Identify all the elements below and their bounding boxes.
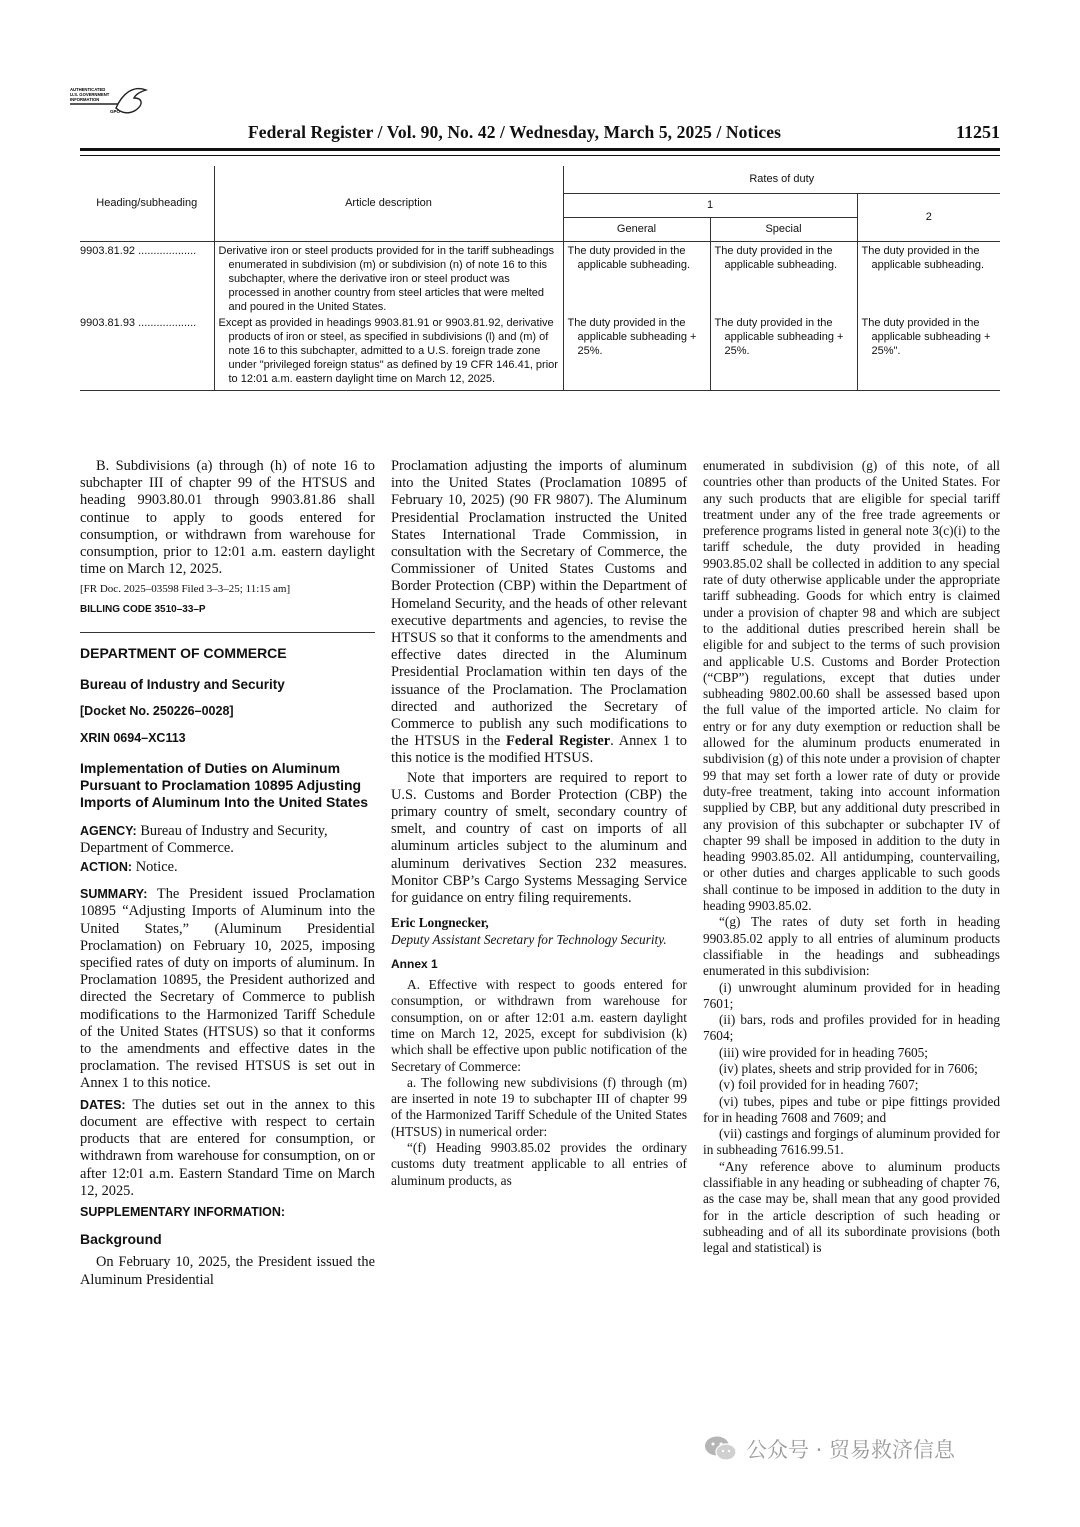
federal-register-ref: Federal Register: [506, 733, 611, 750]
cell-special: The duty provided in the applicable subheading.: [710, 241, 857, 314]
th-special: Special: [710, 217, 857, 241]
agency-text: Bureau of Industry and Security, Department of Commerce.: [80, 822, 328, 856]
th-rates: Rates of duty: [563, 166, 1000, 193]
col2-paragraph-1b: . Annex 1 to this notice is the modified HTSUS.: [391, 733, 688, 767]
supplementary-label: SUPPLEMENTARY INFORMATION:: [80, 1204, 286, 1219]
signer-title: Deputy Assistant Secretary for Technology Security.: [391, 931, 667, 947]
page-number: 11251: [955, 122, 1000, 142]
cell-desc: Derivative iron or steel products provided for in the tariff subheadings enumerated in subdivision (m) or subdivision (n) of note 16 to this subchapter, where the derivative iron or steel product was processed in another country from steel articles that were melted and poured in the United States.: [214, 241, 563, 314]
wechat-watermark: [704, 1434, 955, 1464]
list-item: (iv) plates, sheets and strip provided for in 7606;: [719, 1060, 978, 1076]
watermark-text: 公众号 · 贸易救济信息: [746, 1438, 956, 1462]
agency-label: AGENCY:: [80, 823, 137, 838]
bureau-heading: Bureau of Industry and Security: [80, 677, 285, 693]
th-heading: Heading/subheading: [80, 166, 214, 241]
background-paragraph: On February 10, 2025, the President issued the Aluminum Presidential: [80, 1254, 375, 1288]
cell-col2: The duty provided in the applicable subheading.: [857, 241, 1000, 314]
dates-text: The duties set out in the annex to this document are effective with respect to certain products that are entered for consumption, or withdrawn from warehouse for consumption, on or after 12:01 a.m. Eastern Standard Time on March 12, 2025.: [80, 1096, 375, 1199]
table-row: [80, 241, 1000, 314]
tariff-table: [80, 166, 1000, 391]
th-article: Article description: [214, 166, 563, 241]
column-2: [391, 458, 687, 1189]
list-item: (vi) tubes, pipes and tube or pipe fittings provided for in heading 7608 and 7609; and: [703, 1093, 1000, 1125]
annex-paragraph-a-a: a. The following new subdivisions (f) through (m) are inserted in note 19 to subchapter III of chapter 99 of the Harmonized Tariff Schedule of the United States (HTSUS) in numerical order:: [391, 1074, 687, 1139]
header-citation: Federal Register / Vol. 90, No. 42 / Wednesday, March 5, 2025 / Notices: [248, 122, 782, 142]
docket-number: [Docket No. 250226–0028]: [80, 704, 234, 719]
col3-paragraph-g: “(g) The rates of duty set forth in heading 9903.85.02 apply to all entries of aluminum products classifiable in the headings and subheadings enumerated in this subdivision:: [703, 914, 1000, 979]
header-rule-thick: [80, 148, 1000, 151]
action-label: ACTION:: [80, 860, 133, 875]
wechat-icon: [704, 1435, 738, 1463]
logo-line-4: GPO: [110, 109, 121, 114]
column-1: [80, 458, 375, 1289]
list-item: (ii) bars, rods and profiles provided for in heading 7604;: [703, 1012, 1000, 1044]
list-item: (vii) castings and forgings of aluminum provided for in subheading 7616.99.51.: [703, 1126, 1000, 1158]
xrin-number: XRIN 0694–XC113: [80, 731, 186, 746]
logo-line-2: U.S. GOVERNMENT: [70, 92, 110, 97]
list-item: (v) foil provided for in heading 7607;: [719, 1077, 919, 1093]
logo-line-1: AUTHENTICATED: [70, 87, 106, 92]
cell-desc: Except as provided in headings 9903.81.91 or 9903.81.92, derivative products of iron or steel, as specified in subdivisions (l) and (m) of note 16 to this subchapter, admitted to a U.S. foreign trade zone under "privileged foreign status" as defined by 19 CFR 146.41, prior to 12:01 a.m. eastern daylight time on March 12, 2025.: [214, 314, 563, 391]
cell-special: The duty provided in the applicable subheading + 25%.: [710, 314, 857, 391]
cell-general: The duty provided in the applicable subheading + 25%.: [563, 314, 710, 391]
summary-label: SUMMARY:: [80, 887, 148, 902]
th-col2: 2: [857, 193, 1000, 241]
fr-doc-line: [FR Doc. 2025–03598 Filed 3–3–25; 11:15 am]: [80, 583, 291, 596]
cell-heading: 9903.81.93 ...................: [80, 314, 214, 391]
section-divider: [80, 632, 375, 633]
table-row: [80, 314, 1000, 391]
col3-paragraph-last: “Any reference above to aluminum products classifiable in any heading or subheading of chapter 76, as the case may be, shall mean that any good provided for in the article description of such heading or subheading and of all its subordinate provisions (both legal and statistical) is: [703, 1158, 1000, 1256]
signer-name: Eric Longnecker,: [391, 915, 489, 931]
annex-heading: Annex 1: [391, 956, 438, 971]
th-general: General: [563, 217, 710, 241]
annex-paragraph-f: “(f) Heading 9903.85.02 provides the ordinary customs duty treatment applicable to all entries of aluminum products, as: [391, 1140, 687, 1188]
col2-paragraph-2: Note that importers are required to report to U.S. Customs and Border Protection (CBP) the primary country of smelt, secondary country of smelt, and country of cast on imports of all aluminum articles subject to the aluminum and aluminum derivatives Section 232 measures. Monitor CBP’s Cargo Systems Messaging Service for guidance on entry filing requirements.: [391, 769, 687, 907]
th-col1: 1: [563, 193, 857, 217]
billing-code: BILLING CODE 3510–33–P: [80, 603, 206, 615]
dates-label: DATES:: [80, 1097, 126, 1112]
cell-heading: 9903.81.92 ...................: [80, 244, 197, 257]
logo-line-3: INFORMATION: [70, 97, 100, 102]
background-heading: Background: [80, 1231, 162, 1248]
gpo-authentication-logo: [70, 84, 150, 120]
department-heading: DEPARTMENT OF COMMERCE: [80, 644, 287, 661]
col3-paragraph-1: enumerated in subdivision (g) of this note, of all countries other than products of the United States. For any such products that are eligible for special tariff treatment under any of the free trade agreements or preference programs listed in general note 3(c)(i) to the tariff schedule, the duty provided in heading 9903.85.02 shall be collected in addition to any special rate of duty otherwise applicable under the appropriate tariff subheading. Goods for which entry is claimed under a provision of chapter 98 and which are subject to the additional duties prescribed herein shall be eligible for and subject to the terms of such provision and applicable U.S. Customs and Border Protection (“CBP”) regulations, except that duties under subheading 9802.00.60 shall be assessed based upon the full value of the imported article. No claim for entry or for any duty exemption or reduction shall be allowed for the aluminum products enumerated in subdivision (g) of this note under a provision of chapter 99 that may set forth a lower rate of duty or provide duty-free treatment, taking into account information supplied by CBP, but any additional duty prescribed in any provision of this subchapter or subchapter IV of chapter 99 shall be imposed in addition to the duty in heading 9903.85.02. All antidumping, countervailing, or other duties and charges applicable to such goods shall continue to be imposed in addition to the duty in heading 9903.85.02.: [703, 458, 1000, 914]
document-title: Implementation of Duties on Aluminum Pursuant to Proclamation 10895 Adjusting Imports of Aluminum Into the United States: [80, 759, 369, 810]
paragraph-b: B. Subdivisions (a) through (h) of note 16 to subchapter III of chapter 99 of the HTSUS and heading 9903.80.01 through 9903.81.86 shall continue to apply to goods entered for consumption, or withdrawn from warehouse for consumption, prior to 12:01 a.m. eastern daylight time on March 12, 2025.: [80, 458, 375, 578]
cell-general: The duty provided in the applicable subheading.: [563, 241, 710, 314]
summary-text: The President issued Proclamation 10895 “Adjusting Imports of Aluminum into the United States,” (Aluminum Presidential Proclamation) on February 10, 2025, imposing specified rates of duty on imports of aluminum. In Proclamation 10895, the President authorized and directed the Secretary of Commerce to publish modifications to the Harmonized Tariff Schedule of the United States (HTSUS) so that it conforms to the amendments and effective dates in the proclamation. The revised HTSUS is set out in Annex 1 to this notice.: [80, 886, 375, 1092]
col2-paragraph-1a: Proclamation adjusting the imports of aluminum into the United States (Proclamation 10895 of February 10, 2025) (90 FR 9807). The Aluminum Presidential Proclamation instructed the United States International Trade Commission, in consultation with the Secretary of Commerce, the Commissioner of United States Customs and Border Protection (CBP) within the Department of Homeland Security, and the heads of other relevant executive departments and agencies, to revise the HTSUS so that it conforms to the amendments and effective dates directed in the Aluminum Presidential Proclamation within ten days of the issuance of the Proclamation. The Proclamation directed and authorized the Secretary of Commerce to publish any such modifications to the HTSUS in the: [391, 458, 687, 750]
annex-paragraph-a: A. Effective with respect to goods entered for consumption, or withdrawn from warehouse for consumption, on or after 12:01 a.m. eastern daylight time on March 12, 2025, except for subdivision (k) which shall be effective upon public notification of the Secretary of Commerce:: [391, 977, 687, 1074]
action-text: Notice.: [135, 859, 178, 876]
cell-col2: The duty provided in the applicable subheading + 25%".: [857, 314, 1000, 391]
list-item: (iii) wire provided for in heading 7605;: [719, 1044, 929, 1060]
eagle-icon: [116, 89, 146, 113]
header-rule-thin: [80, 155, 1000, 156]
list-item: (i) unwrought aluminum provided for in heading 7601;: [703, 979, 1000, 1011]
column-3: [703, 458, 1000, 1257]
